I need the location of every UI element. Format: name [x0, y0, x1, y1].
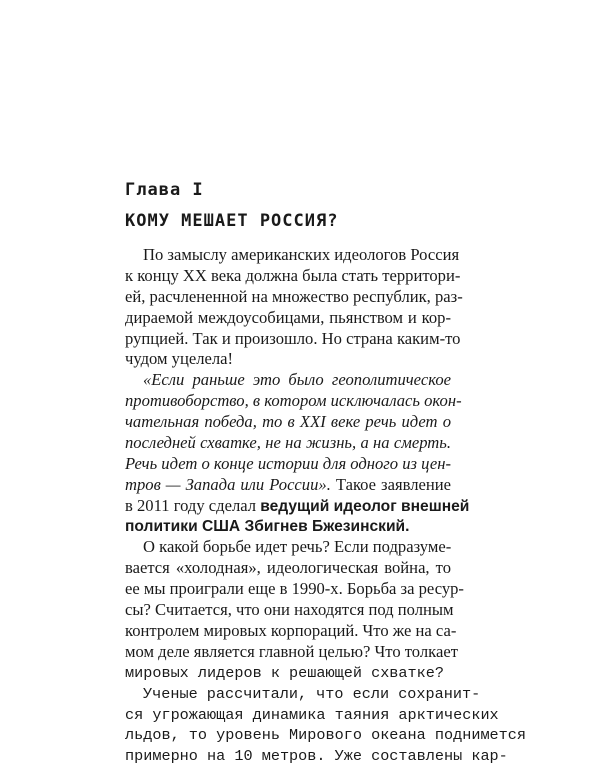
text-line: О какой борьбе идет речь? Если подразуме-: [143, 537, 452, 557]
statement-text: в 2011 году сделал: [125, 495, 261, 515]
text-line: вается «холодная», идеологическая война, то: [125, 558, 451, 578]
text-line: ее мы проиграли еще в 1990-х. Борьба за ресур-: [125, 579, 464, 599]
mixed-line: [125, 475, 451, 496]
text-line: По замыслу американских идеологов Россия: [143, 245, 460, 264]
text-line: ей, расчлененной на множество республик, раз-: [125, 286, 463, 306]
chapter-title: КОМУ МЕШАЕТ РОССИЯ?: [125, 211, 339, 231]
text-line: Ученые рассчитали, что если сохранит-: [143, 684, 481, 703]
text-line: сы? Считается, что они находятся под полным: [125, 600, 454, 620]
quote-line: противоборство, в котором исключалась окон-: [125, 391, 462, 411]
emphasis-text: ведущий идеолог внешней: [260, 497, 470, 515]
text-line: мировых лидеров к решающей схватке?: [125, 663, 444, 682]
text-line: примерно на 10 метров. Уже составлены кар-: [125, 747, 508, 766]
quote-line: Речь идет о конце истории для одного из цен-: [125, 453, 451, 473]
text-line: мом деле является главной целью? Что толкает: [125, 641, 458, 661]
body-text: [125, 245, 527, 767]
emphasis-line: политики США Збигнев Бжезинский.: [125, 517, 410, 535]
text-line: контролем мировых корпораций. Что же на са-: [125, 621, 457, 641]
text-line: ся угрожающая динамика таяния арктических: [125, 705, 499, 724]
quote-line: последней схватке, не на жизнь, а на смерть.: [125, 433, 451, 453]
text-line: рупцией. Так и произошло. Но страна каким-то: [125, 328, 461, 348]
text-line: льдов, то уровень Мирового океана поднимется: [125, 726, 527, 745]
quote-line: чательная победа, то в XXI веке речь идет о: [125, 412, 451, 432]
statement-text: Такое заявление: [330, 474, 451, 494]
text-line: дираемой междоусобицами, пьянством и кор-: [125, 307, 451, 327]
quote-end: тров — Запада или России».: [125, 474, 331, 494]
quote-line: «Если раньше это было геополитическое: [143, 370, 451, 390]
mixed-line: [125, 495, 470, 517]
text-line: к концу XX века должна была стать территори-: [125, 265, 461, 285]
text-line: чудом уцелела!: [125, 349, 234, 369]
chapter-label: Глава I: [125, 180, 204, 200]
